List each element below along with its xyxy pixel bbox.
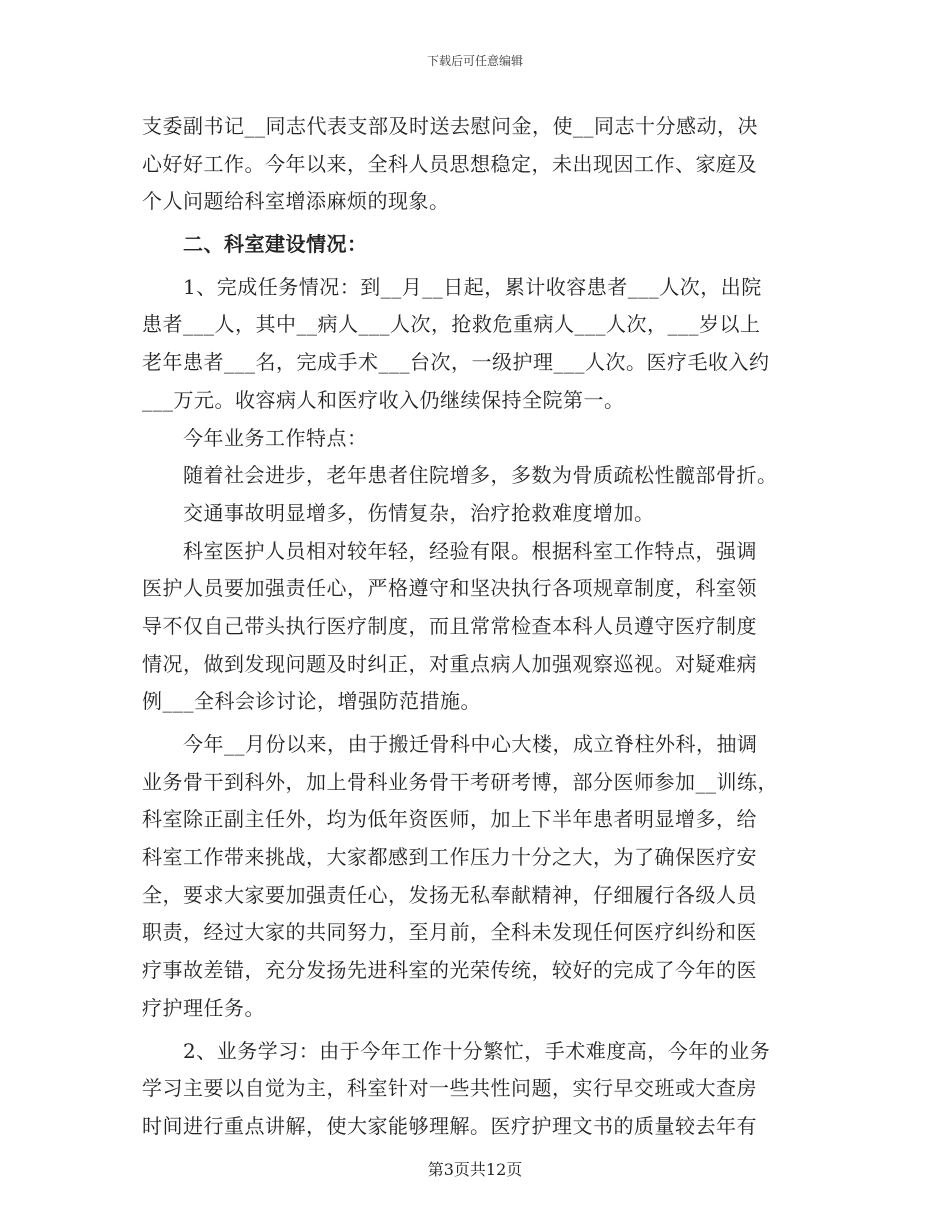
section-heading <box>142 226 812 264</box>
paragraph <box>142 108 812 221</box>
page-number: 第3页共12页 <box>427 1160 523 1179</box>
text-line: 全，要求大家要加强责任心，发扬无私奉献精神，仔细履行各级人员 <box>142 882 757 907</box>
text-line: 个人问题给科室增添麻烦的现象。 <box>142 189 450 214</box>
paragraph <box>142 533 812 721</box>
text-line: 情况，做到发现问题及时纠正，对重点病人加强观察巡视。对疑难病 <box>142 651 757 676</box>
paragraph <box>142 420 812 458</box>
text-line: 患者___人，其中__病人___人次，抢救危重病人___人次，___岁以上 <box>142 312 761 337</box>
text-line: 今年业务工作特点： <box>142 425 368 450</box>
text-line: 交通事故明显增多，伤情复杂，治疗抢救难度增加。 <box>142 500 655 525</box>
text-line: 2、业务学习：由于今年工作十分繁忙，手术难度高，今年的业务 <box>142 1038 771 1063</box>
text-line: 时间进行重点讲解，使大家能够理解。医疗护理文书的质量较去年有 <box>142 1113 757 1138</box>
text-line: 随着社会进步，老年患者住院增多，多数为骨质疏松性髋部骨折。 <box>142 463 778 488</box>
text-line: 例___全科会诊讨论，增强防范措施。 <box>142 689 481 714</box>
text-line: 业务骨干到科外，加上骨科业务骨干考研考博，部分医师参加__训练， <box>142 769 778 794</box>
text-line: 导不仅自己带头执行医疗制度，而且常常检查本科人员遵守医疗制度 <box>142 613 757 638</box>
page-header-note: 下载后可任意编辑 <box>426 54 523 68</box>
heading-text: 二、科室建设情况： <box>142 232 368 257</box>
text-line: 科室工作带来挑战，大家都感到工作压力十分之大，为了确保医疗安 <box>142 845 757 870</box>
text-line: 科室医护人员相对较年轻，经验有限。根据科室工作特点，强调 <box>142 538 757 563</box>
text-line: 今年__月份以来，由于搬迁骨科中心大楼，成立脊柱外科，抽调 <box>142 732 758 756</box>
text-line: 心好好工作。今年以来，全科人员思想稳定，未出现因工作、家庭及 <box>142 151 757 176</box>
text-line: ___万元。收容病人和医疗收入仍继续保持全院第一。 <box>142 387 625 412</box>
text-line: 疗事故差错，充分发扬先进科室的光荣传统，较好的完成了今年的医 <box>142 958 757 983</box>
text-line: 职责，经过大家的共同努力，至月前，全科未发现任何医疗纠纷和医 <box>142 920 757 945</box>
document-body <box>142 108 812 1146</box>
paragraph <box>142 495 812 533</box>
text-line: 老年患者___名，完成手术___台次，一级护理___人次。医疗毛收入约 <box>142 350 770 375</box>
text-line: 学习主要以自觉为主，科室针对一些共性问题，实行早交班或大查房 <box>142 1076 757 1101</box>
text-line: 支委副书记__同志代表支部及时送去慰问金，使__同志十分感动，决 <box>142 114 758 138</box>
text-line: 1、完成任务情况：到__月__日起，累计收容患者___人次，出院 <box>142 274 762 299</box>
text-line: 科室除正副主任外，均为低年资医师，加上下半年患者明显增多，给 <box>142 807 757 832</box>
paragraph <box>142 457 812 495</box>
paragraph <box>142 269 812 420</box>
paragraph <box>142 726 812 1028</box>
text-line: 疗护理任务。 <box>142 995 265 1020</box>
paragraph <box>142 1033 812 1146</box>
text-line: 医护人员要加强责任心，严格遵守和坚决执行各项规章制度，科室领 <box>142 576 757 601</box>
